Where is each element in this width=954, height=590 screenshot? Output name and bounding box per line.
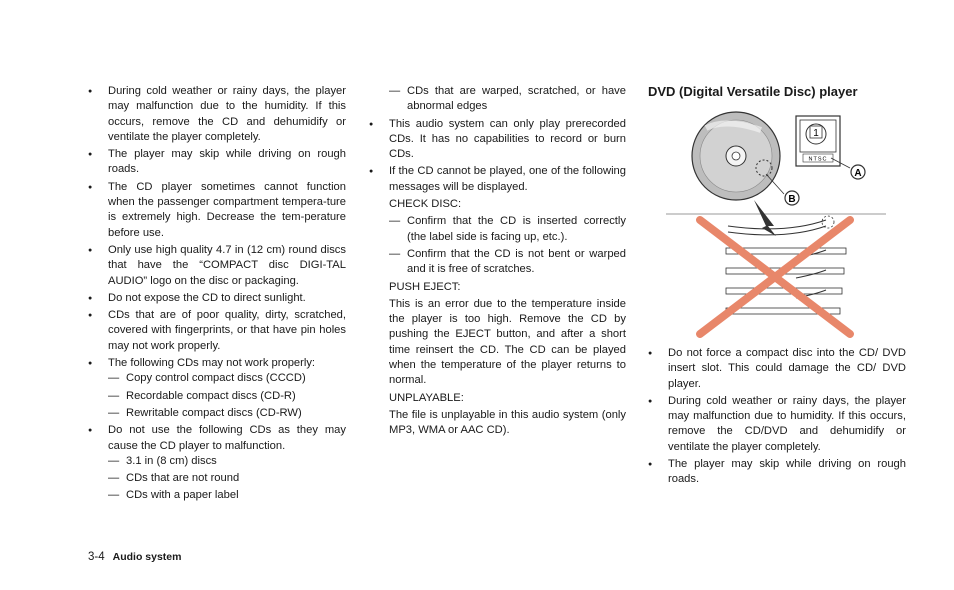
message-title: UNPLAYABLE: bbox=[389, 391, 464, 404]
dash-item: — 3.1 in (8 cm) discs bbox=[108, 454, 346, 469]
bullet-item bbox=[88, 180, 346, 241]
bullet-item bbox=[88, 147, 346, 178]
page-footer bbox=[88, 550, 181, 565]
column-3 bbox=[648, 84, 906, 490]
message-title: CHECK DISC: bbox=[389, 198, 462, 211]
bullet-item bbox=[88, 243, 346, 289]
dash-item: — Confirm that the CD is not bent or warped and it is free of scratches. bbox=[389, 247, 626, 278]
dash-item: — CDs that are not round bbox=[108, 471, 346, 486]
bullet-item bbox=[88, 291, 346, 306]
callout-b-label: B bbox=[788, 194, 796, 205]
message-text: The file is unplayable in this audio system (only MP3, WMA or AAC CD). bbox=[389, 408, 626, 437]
section-heading: DVD (Digital Versatile Disc) player bbox=[648, 84, 858, 99]
bullet-text: Do not use the following CDs as they may cause the CD player to malfunction. bbox=[108, 424, 346, 452]
column-2 bbox=[369, 84, 626, 441]
bullet-item: ● The player may skip while driving on rough roads. bbox=[648, 457, 906, 488]
prohibited-cross-icon bbox=[700, 220, 850, 334]
bullet-text: The following CDs may not work properly: bbox=[108, 357, 316, 370]
page-number: 3-4 bbox=[88, 551, 105, 563]
sub-list bbox=[389, 214, 626, 277]
bullet-text: During cold weather or rainy days, the player may malfunction due to the humidity. If this occurs, remove the CD and dehumidify or ventilate the player completely. bbox=[108, 85, 346, 143]
bullet-item: ● This audio system can only play prerecorded CDs. It has no capabilities to record or burn CDs. bbox=[369, 117, 626, 163]
bullet-list bbox=[369, 84, 626, 195]
bullet-item bbox=[88, 84, 346, 145]
dvd-package-icon bbox=[796, 116, 840, 166]
ntsc-label: NTSC bbox=[808, 156, 828, 163]
dash-item: — Confirm that the CD is inserted correctly (the label side is facing up, etc.). bbox=[389, 214, 626, 245]
callout-a-label: A bbox=[854, 168, 862, 179]
dash-item: — Copy control compact discs (CCCD) bbox=[108, 371, 346, 386]
dash-item: — Rewritable compact discs (CD-RW) bbox=[108, 406, 346, 421]
bullet-list bbox=[648, 346, 906, 488]
bullet-item bbox=[88, 423, 346, 503]
disc-insertion-figure bbox=[666, 108, 886, 338]
bullet-item: ● Do not force a compact disc into the CD/ DVD insert slot. This could damage the CD/ DVD player. bbox=[648, 346, 906, 392]
sub-list bbox=[108, 371, 346, 421]
bullet-item bbox=[88, 308, 346, 354]
bullet-text: Do not expose the CD to direct sunlight. bbox=[108, 291, 306, 304]
message-text: This is an error due to the temperature inside the player is too high. Remove the CD by pushing the EJECT button, and after a short time reinsert the CD. The CD can be played when the temperature of the player returns to normal. bbox=[389, 297, 626, 387]
disc-icon bbox=[692, 112, 780, 200]
bullet-item: ● During cold weather or rainy days, the player may malfunction due to humidity. If this occurs, remove the CD/DVD and dehumidify or ventilate the player completely. bbox=[648, 394, 906, 455]
section-name: Audio system bbox=[112, 551, 182, 563]
bullet-item: ● If the CD cannot be played, one of the following messages will be displayed. bbox=[369, 164, 626, 195]
bullet-text: CDs that are of poor quality, dirty, scratched, covered with fingerprints, or that have pin holes may not work properly. bbox=[108, 309, 346, 352]
insert-arrow-icon bbox=[754, 200, 776, 236]
dash-item: — CDs that are warped, scratched, or have abnormal edges bbox=[369, 84, 626, 115]
bullet-list bbox=[88, 84, 346, 504]
sub-list bbox=[108, 454, 346, 504]
dash-item: — CDs with a paper label bbox=[108, 488, 346, 503]
column-1 bbox=[88, 84, 346, 506]
bullet-item bbox=[88, 356, 346, 421]
bullet-text: The player may skip while driving on rough roads. bbox=[108, 148, 346, 176]
region-number: 1 bbox=[813, 128, 819, 139]
message-title: PUSH EJECT: bbox=[389, 280, 461, 293]
bullet-text: Only use high quality 4.7 in (12 cm) round discs that have the “COMPACT disc DIGI-TAL AUDIO” logo on the disc or packaging. bbox=[108, 243, 346, 287]
dash-item: — Recordable compact discs (CD-R) bbox=[108, 389, 346, 404]
bullet-text: The CD player sometimes cannot function when the passenger compartment tempera-ture is extremely high. Decrease the tem-perature before use. bbox=[108, 180, 346, 239]
